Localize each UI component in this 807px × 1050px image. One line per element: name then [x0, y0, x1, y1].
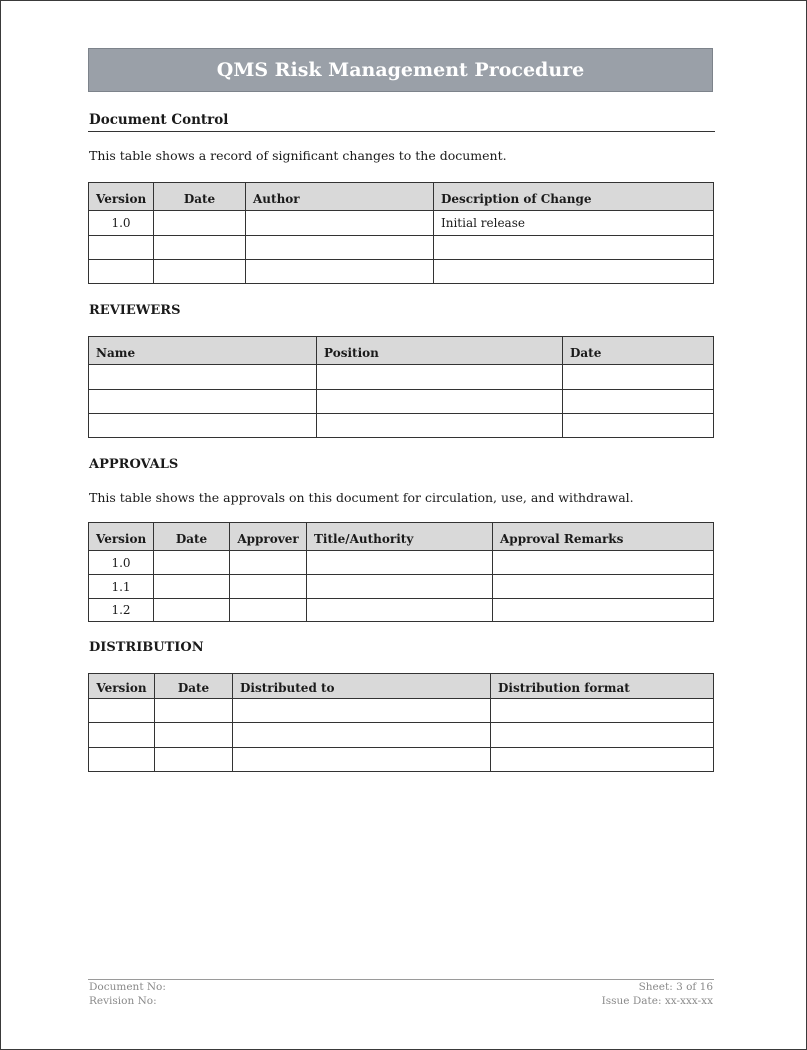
column-header: Title/Authority — [307, 523, 493, 551]
table-cell — [230, 551, 307, 575]
table-cell: 1.0 — [89, 211, 154, 236]
table-cell — [307, 575, 493, 599]
table-cell — [491, 748, 714, 772]
column-header: Distributed to — [233, 674, 491, 699]
footer-divider — [88, 979, 714, 980]
table-cell — [563, 414, 714, 438]
table-cell — [89, 748, 155, 772]
table-cell — [317, 414, 563, 438]
footer-revision-no: Revision No: — [89, 995, 157, 1007]
table-row — [89, 551, 714, 575]
table-cell — [89, 390, 317, 414]
column-header: Description of Change — [434, 183, 714, 211]
table-cell: Initial release — [434, 211, 714, 236]
table-cell — [493, 575, 714, 599]
column-header: Author — [246, 183, 434, 211]
table-cell — [491, 699, 714, 723]
table-row — [89, 390, 714, 414]
table-row — [89, 699, 714, 723]
table-row — [89, 236, 714, 260]
table-cell — [307, 599, 493, 622]
table-row — [89, 414, 714, 438]
reviewers-heading: REVIEWERS — [89, 303, 181, 318]
approvals-intro: This table shows the approvals on this document for circulation, use, and withdrawal. — [89, 490, 634, 505]
column-header: Distribution format — [491, 674, 714, 699]
table-cell — [155, 699, 233, 723]
table-cell — [434, 236, 714, 260]
approvals-table — [88, 522, 714, 622]
table-cell — [246, 211, 434, 236]
table-row — [89, 599, 714, 622]
table-cell — [233, 748, 491, 772]
table-cell — [230, 599, 307, 622]
table-cell — [493, 551, 714, 575]
table-cell — [317, 365, 563, 390]
table-header-row — [89, 337, 714, 365]
table-cell: 1.0 — [89, 551, 154, 575]
table-cell — [89, 414, 317, 438]
table-cell — [307, 551, 493, 575]
column-header: Approver — [230, 523, 307, 551]
heading-divider — [88, 131, 715, 132]
column-header: Name — [89, 337, 317, 365]
column-header: Date — [154, 523, 230, 551]
table-row — [89, 365, 714, 390]
table-cell — [89, 236, 154, 260]
document-control-intro: This table shows a record of significant changes to the document. — [89, 148, 507, 163]
table-row — [89, 723, 714, 748]
table-cell — [154, 260, 246, 284]
approvals-heading: APPROVALS — [89, 457, 179, 472]
table-cell — [155, 723, 233, 748]
table-cell — [89, 260, 154, 284]
table-cell — [154, 551, 230, 575]
table-cell — [493, 599, 714, 622]
table-cell — [317, 390, 563, 414]
table-cell — [154, 575, 230, 599]
table-row — [89, 211, 714, 236]
document-control-table — [88, 182, 714, 284]
table-cell — [233, 699, 491, 723]
column-header: Position — [317, 337, 563, 365]
table-cell — [154, 211, 246, 236]
distribution-heading: DISTRIBUTION — [89, 640, 204, 655]
column-header: Version — [89, 523, 154, 551]
table-cell — [154, 236, 246, 260]
table-cell — [246, 260, 434, 284]
table-cell — [230, 575, 307, 599]
column-header: Version — [89, 674, 155, 699]
footer-sheet-number: Sheet: 3 of 16 — [638, 981, 713, 993]
document-control-heading: Document Control — [89, 112, 229, 128]
table-cell — [491, 723, 714, 748]
distribution-table — [88, 673, 714, 772]
table-cell — [563, 365, 714, 390]
table-row — [89, 260, 714, 284]
table-cell — [155, 748, 233, 772]
column-header: Approval Remarks — [493, 523, 714, 551]
table-cell — [563, 390, 714, 414]
table-cell — [434, 260, 714, 284]
column-header: Date — [155, 674, 233, 699]
footer-issue-date: Issue Date: xx-xxx-xx — [601, 995, 713, 1007]
table-row — [89, 748, 714, 772]
table-header-row — [89, 674, 714, 699]
footer-document-no: Document No: — [89, 981, 166, 993]
column-header: Version — [89, 183, 154, 211]
table-cell: 1.2 — [89, 599, 154, 622]
table-cell — [154, 599, 230, 622]
table-cell — [89, 723, 155, 748]
column-header: Date — [154, 183, 246, 211]
table-cell — [89, 365, 317, 390]
reviewers-table — [88, 336, 714, 438]
page-title: QMS Risk Management Procedure — [88, 48, 713, 92]
table-cell — [89, 699, 155, 723]
table-header-row — [89, 523, 714, 551]
table-cell — [246, 236, 434, 260]
table-row — [89, 575, 714, 599]
column-header: Date — [563, 337, 714, 365]
table-header-row — [89, 183, 714, 211]
table-cell — [233, 723, 491, 748]
table-cell: 1.1 — [89, 575, 154, 599]
